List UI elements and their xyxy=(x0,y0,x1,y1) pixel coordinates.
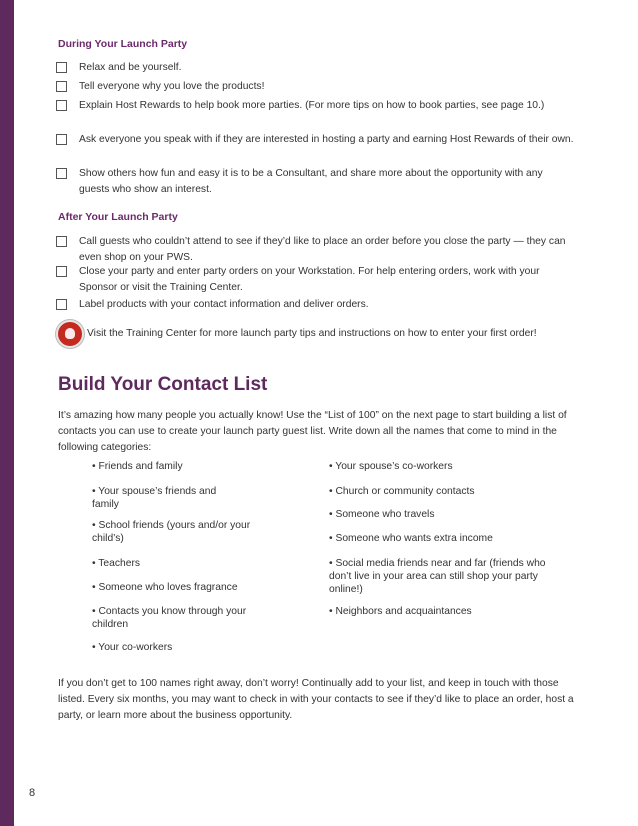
list-item: • Someone who travels xyxy=(329,509,435,520)
build-contact-list-heading: Build Your Contact List xyxy=(58,374,268,395)
checkbox[interactable] xyxy=(56,134,67,145)
list-item: • School friends (yours and/or your child’s) xyxy=(92,520,251,544)
checkbox[interactable] xyxy=(56,62,67,73)
item-text: Tell everyone why you love the products! xyxy=(79,81,265,92)
list-item: • Teachers xyxy=(92,558,141,569)
list-item: • Social media friends near and far (friends who don’t live in your area can still shop your party online!) xyxy=(329,558,546,595)
closing-paragraph: If you don’t get to 100 names right away, don’t worry! Continually add to your list, and keep in touch with those listed. Every six months, you may want to check in with your contacts to see if they’d like to place an order, host a party, or learn more about the business opportunity. xyxy=(58,678,574,721)
after-launch-party-heading: After Your Launch Party xyxy=(58,211,178,223)
left-purple-bar xyxy=(0,0,14,826)
list-item: • Your co-workers xyxy=(92,642,173,653)
item-text: Explain Host Rewards to help book more parties. (For more tips on how to book parties, see page 10.) xyxy=(79,100,545,111)
list-item: • Someone who wants extra income xyxy=(329,533,493,544)
checkbox[interactable] xyxy=(56,100,67,111)
list-item: • Contacts you know through your children xyxy=(92,606,247,630)
apple-icon xyxy=(56,320,84,348)
item-text: Close your party and enter party orders on your Workstation. For help entering orders, work with your Sponsor or visit the Training Center. xyxy=(79,266,540,293)
list-item: • Someone who loves fragrance xyxy=(92,582,238,593)
checkbox[interactable] xyxy=(56,168,67,179)
list-item: • Your spouse’s co-workers xyxy=(329,461,453,472)
item-text: Call guests who couldn’t attend to see if they’d like to place an order before you close the party — they can even shop on your PWS. xyxy=(79,236,566,263)
checkbox[interactable] xyxy=(56,81,67,92)
item-text: Relax and be yourself. xyxy=(79,62,182,73)
training-center-tip: Visit the Training Center for more launch party tips and instructions on how to enter your first order! xyxy=(87,328,537,339)
checkbox[interactable] xyxy=(56,236,67,247)
during-launch-party-heading: During Your Launch Party xyxy=(58,38,188,50)
page-number: 8 xyxy=(29,787,36,799)
list-item: • Neighbors and acquaintances xyxy=(329,606,472,617)
checkbox[interactable] xyxy=(56,299,67,310)
list-item: • Friends and family xyxy=(92,461,183,472)
contact-intro-paragraph: It’s amazing how many people you actually know! Use the “List of 100” on the next page to start building a list of contacts you can use to create your launch party guest list. Write down all the names that come to mind in the following categories: xyxy=(58,410,567,453)
list-item: • Your spouse’s friends and family xyxy=(92,486,217,510)
item-text: Show others how fun and easy it is to be a Consultant, and share more about the opportunity with any guests who show an interest. xyxy=(79,168,543,195)
list-item: • Church or community contacts xyxy=(329,486,475,497)
checkbox[interactable] xyxy=(56,266,67,277)
item-text: Ask everyone you speak with if they are interested in hosting a party and earning Host Rewards of their own. xyxy=(79,134,574,145)
item-text: Label products with your contact information and deliver orders. xyxy=(79,299,369,310)
